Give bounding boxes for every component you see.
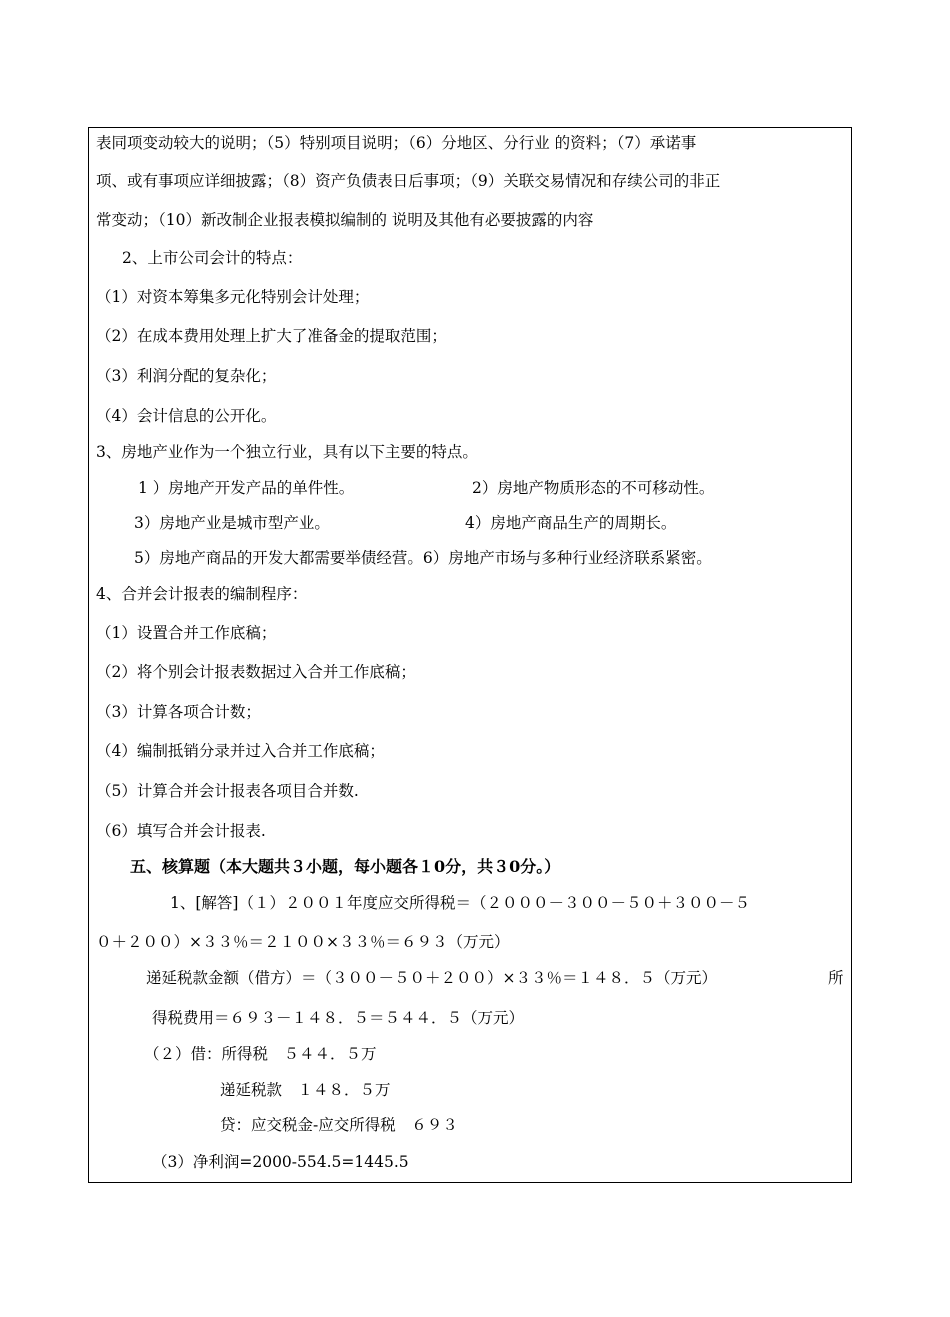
- list-item: （3）利润分配的复杂化；: [96, 367, 277, 385]
- list-item: （2）将个别会计报表数据过入合并工作底稿；: [96, 663, 416, 681]
- list-item: （3）计算各项合计数；: [96, 703, 261, 721]
- answer-line: 得税费用＝６９３－１４８．５＝５４４．５（万元）: [152, 1009, 525, 1027]
- journal-entry: 递延税款 １４８．５万: [220, 1081, 391, 1099]
- answer-line: 递延税款金额（借方）＝（３００－５０＋２００）×３３％＝１４８．５（万元）: [146, 969, 717, 987]
- list-item: （4）编制抵销分录并过入合并工作底稿；: [96, 742, 385, 760]
- answer-line: （3）净利润=2000-554.5=1445.5: [152, 1153, 409, 1171]
- list-item: 3）房地产业是城市型产业。: [134, 514, 330, 532]
- list-item: （1）设置合并工作底稿；: [96, 624, 277, 642]
- section-heading: 4、合并会计报表的编制程序：: [96, 585, 308, 603]
- section-title: 五、核算题（本大题共３小题，每小题各１0分，共３0分。）: [130, 857, 561, 876]
- list-item: 4）房地产商品生产的周期长。: [465, 514, 677, 532]
- text-line: 表同项变动较大的说明；（5）特别项目说明；（6）分地区、分行业 的资料；（7）承诺事: [96, 134, 697, 152]
- list-item: （1）对资本筹集多元化特别会计处理；: [96, 288, 370, 306]
- list-item: （2）在成本费用处理上扩大了准备金的提取范围；: [96, 327, 447, 345]
- journal-entry: 贷：应交税金-应交所得税 ６９３: [220, 1116, 458, 1134]
- list-item: （6）填写合并会计报表.: [96, 822, 266, 840]
- list-item: （4）会计信息的公开化。: [96, 407, 277, 425]
- text-line: 项、或有事项应详细披露；（8）资产负债表日后事项；（9）关联交易情况和存续公司的非正: [96, 172, 721, 190]
- answer-line: 所: [828, 969, 844, 987]
- list-item: 2）房地产物质形态的不可移动性。: [472, 479, 715, 497]
- section-heading: 2、上市公司会计的特点：: [122, 249, 303, 267]
- list-item: 5）房地产商品的开发大都需要举债经营。6）房地产市场与多种行业经济联系紧密。: [134, 549, 712, 567]
- list-item: （5）计算合并会计报表各项目合并数.: [96, 782, 359, 800]
- answer-line: ０＋２００）×３３％＝２１００×３３％＝６９３（万元）: [96, 933, 510, 951]
- journal-entry: （２）借：所得税 ５４４．５万: [144, 1045, 377, 1063]
- list-item: 1 ）房地产开发产品的单件性。: [138, 479, 355, 497]
- section-heading: 3、房地产业作为一个独立行业，具有以下主要的特点。: [96, 443, 478, 461]
- answer-line: 1、[解答]（１）２００１年度应交所得税＝（２０００－３００－５０＋３００－５: [170, 894, 750, 912]
- text-line: 常变动；（10）新改制企业报表模拟编制的 说明及其他有必要披露的内容: [96, 211, 594, 229]
